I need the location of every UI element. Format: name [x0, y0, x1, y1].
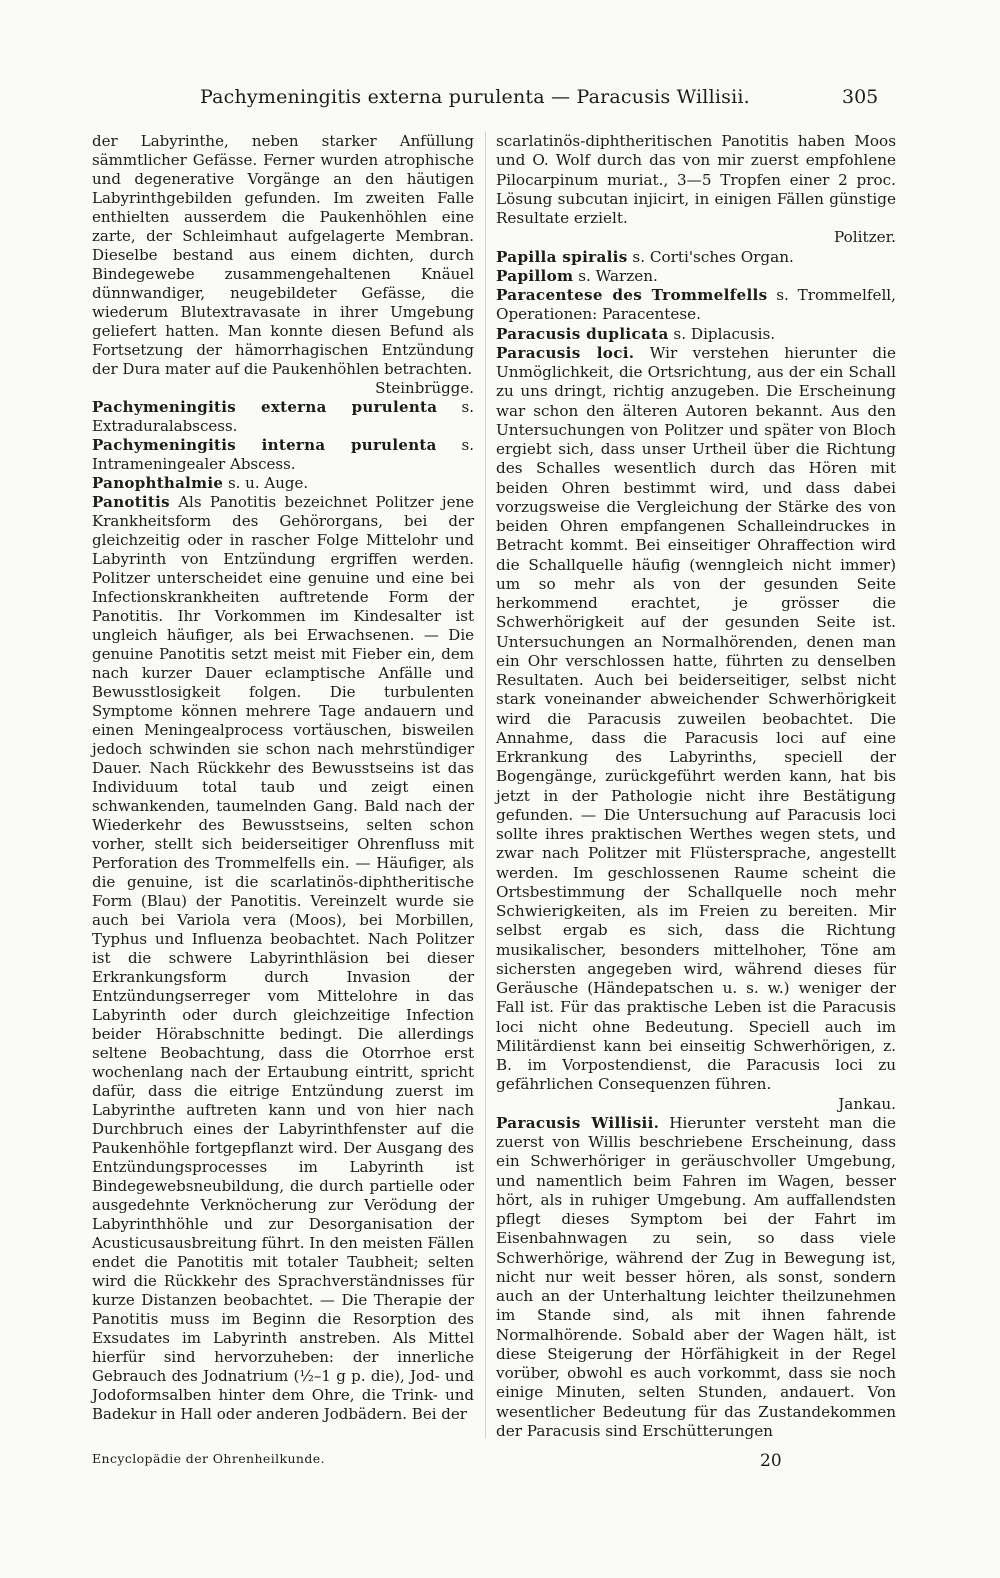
- page-number: 305: [842, 86, 879, 108]
- entry-text: Wir verstehen hierunter die Unmöglichkeit, die Ortsrichtung, aus der ein Schall zu uns dringt, richtig anzugeben. Die Erscheinung war schon den älteren Autoren bekannt. Aus den Untersuchungen von Politzer und später von Bloch ergiebt sich, dass unser Urtheil über die Richtung des Schalles wesentlich durch das Hören mit beiden Ohren bestimmt wird, und dass dabei vorzugsweise die Vergleichung der Stärke des von beiden Ohren empfangenen Schalleindruckes in Betracht kommt. Bei einseitiger Ohraffection wird die Schallquelle häufig (wenngleich nicht immer) um so mehr als von der gesunden Seite herkommend erachtet, je grösser die Schwerhörigkeit auf der gesunden Seite ist. Untersuchungen an Normalhörenden, denen man ein Ohr verschlossen hatte, führten zu denselben Resultaten. Auch bei beiderseitiger, selbst nicht stark voneinander abweichender Schwerhörigkeit wird die Paracusis zuweilen beobachtet. Die Annahme, dass die Paracusis loci auf eine Erkrankung des Labyrinths, speciell der Bogengänge, zurückgeführt werden kann, hat bis jetzt in der Pathologie nicht ihre Bestätigung gefunden. — Die Untersuchung auf Paracusis loci sollte ihres praktischen Werthes wegen stets, und zwar nach Politzer mit Flüstersprache, angestellt werden. Im geschlossenen Raume scheint die Ortsbestimmung der Schallquelle noch mehr Schwierigkeiten, als im Freien zu bereiten. Mir selbst ergab es sich, dass die Richtung musikalischer, besonders mittelhoher, Töne am sichersten angegeben wird, während dieses für Geräusche (Händepatschen u. s. w.) weniger der Fall ist. Für das praktische Leben ist die Paracusis loci nicht ohne Bedeutung. Speciell auch im Militärdienst kann bei einseitig Schwerhörigen, z. B. im Vorpostendienst, die Paracusis loci zu gefährlichen Consequenzen führen.: [496, 343, 896, 1094]
- entry-text: Hierunter versteht man die zuerst von Willis beschriebene Erscheinung, dass ein Schwerhöriger in geräuschvoller Umgebung, und namentlich beim Fahren im Wagen, besser hört, als in ruhiger Umgebung. Am auffallendsten pflegt dieses Symptom bei der Fahrt im Eisenbahnwagen zu sein, so dass viele Schwerhörige, während der Zug in Bewegung ist, nicht nur weit besser hören, als sonst, sondern auch an der Unterhaltung leichter theilzunehmen im Stande sind, als mit ihnen fahrende Normalhörende. Sobald aber der Wagen hält, ist diese Steigerung der Hörfähigkeit in der Regel vorüber, obwohl es auch vorkommt, dass sie noch einige Minuten, selten Stunden, andauert. Von wesentlicher Bedeutung für das Zustandekommen der Paracusis sind Erschütterungen: [496, 1113, 896, 1440]
- entry-headword: Paracusis loci.: [496, 343, 635, 362]
- entry-text: s. u. Auge.: [223, 474, 309, 492]
- author-signature: Jankau.: [838, 1094, 896, 1113]
- entry-papillom: [496, 267, 896, 286]
- entry-headword: Paracusis Willisii.: [496, 1113, 660, 1132]
- right-column: [496, 132, 896, 1441]
- entry-headword: Paracentese des Trommelfells: [496, 286, 768, 304]
- entry-headword: Pachymeningitis interna purulenta: [92, 436, 437, 454]
- entry-headword: Papillom: [496, 266, 574, 285]
- entry-text: s. Diplacusis.: [668, 324, 776, 343]
- footer-publication: Encyclopädie der Ohrenheilkunde.: [92, 1451, 325, 1466]
- entry-paracusis-loci: [496, 344, 896, 1095]
- entry-text: Als Panotitis bezeichnet Politzer jene Krankheitsform des Gehörorgans, bei der gleichzeitig oder in rascher Folge Mittelohr und Labyrinth von Entzündung ergriffen werden. Politzer unterscheidet eine genuine und eine bei Infectionskrankheiten auftretende Form der Panotitis. Ihr Vorkommen im Kindesalter ist ungleich häufiger, als bei Erwachsenen. — Die genuine Panotitis setzt meist mit Fieber ein, dem nach kurzer Dauer eclamptische Anfälle und Bewusstlosigkeit folgen. Die turbulenten Symptome können mehrere Tage andauern und einen Meningealprocess vortäuschen, bisweilen jedoch schwinden sie schon nach mehrstündiger Dauer. Nach Rückkehr des Bewusstseins ist das Individuum total taub und zeigt einen schwankenden, taumelnden Gang. Bald nach der Wiederkehr des Bewusstseins, selten schon vorher, stellt sich beiderseitiger Ohrenfluss mit Perforation des Trommelfells ein. — Häufiger, als die genuine, ist die scarlatinös-diphtheritische Form (Blau) der Panotitis. Vereinzelt wurde sie auch bei Variola vera (Moos), bei Morbillen, Typhus und Influenza beobachtet. Nach Politzer ist die schwere Labyrinthläsion bei dieser Erkrankungsform durch Invasion der Entzündungserreger vom Mittelohre in das Labyrinth oder durch gleichzeitige Infection beider Hörabschnitte bedingt. Die allerdings seltene Beobachtung, dass die Otorrhoe erst wochenlang nach der Ertaubung eintritt, spricht dafür, dass die eitrige Entzündung zuerst im Labyrinthe auftreten kann und von hier nach Durchbruch eines der Labyrinthfenster auf die Paukenhöhle fortgepflanzt wird. Der Ausgang des Entzündungsprocesses im Labyrinth ist Bindegewebsneubildung, die durch partielle oder ausgedehnte Verknöcherung zur Verödung der Labyrinthhöhle und zur Desorganisation der Acusticusausbreitung führt. In den meisten Fällen endet die Panotitis mit totaler Taubheit; selten wird die Rückkehr des Sprachverständnisses für kurze Distanzen beobachtet. — Die Therapie der Panotitis muss im Beginn die Resorption des Exsudates im Labyrinth anstreben. Als Mittel hierfür sind hervorzuheben: der innerliche Gebrauch des Jodnatrium (½–1 g p. die), Jod- und Jodoformsalben hinter dem Ohre, die Trink- und Badekur in Hall oder anderen Jodbädern. Bei der: [92, 493, 474, 1423]
- entry-text: s. Intrameningealer Abscess.: [92, 436, 474, 473]
- author-signature: Steinbrügge.: [375, 379, 474, 397]
- entry-headword: Paracusis duplicata: [496, 324, 669, 343]
- entry-text: s. Extraduralabscess.: [92, 398, 474, 435]
- author-signature: Politzer.: [834, 228, 896, 247]
- entry-paracusis-willisii: [496, 1114, 896, 1441]
- entry-paracentese: [496, 286, 896, 325]
- entry-headword: Panophthalmie: [92, 474, 224, 492]
- column-divider: [485, 132, 486, 1438]
- entry-text: s. Corti'sches Organ.: [627, 247, 794, 266]
- entry-paracusis-duplicata: [496, 325, 896, 344]
- entry-headword: Pachymeningitis externa purulenta: [92, 398, 438, 416]
- entry-pachymeningitis-interna: [92, 436, 474, 474]
- left-column: [92, 132, 474, 1424]
- entry-headword: Panotitis: [92, 493, 170, 511]
- entry-pachymeningitis-externa: [92, 398, 474, 436]
- entry-text: s. Warzen.: [573, 266, 658, 285]
- continuation-paragraph: scarlatinös-diphtheritischen Panotitis haben Moos und O. Wolf durch das von mir zuerst empfohlene Pilocarpinum muriat., 3—5 Tropfen einer 2 proc. Lösung subcutan injicirt, in einigen Fällen günstige Resultate erzielt.: [496, 132, 896, 227]
- continuation-paragraph: der Labyrinthe, neben starker Anfüllung sämmtlicher Gefässe. Ferner wurden atrophische und degenerative Vorgänge an den häutigen Labyrinthgebilden gefunden. Im zweiten Falle enthielten ausserdem die Paukenhöhlen eine zarte, der Schleimhaut aufgelagerte Membran. Dieselbe bestand aus einem dichten, durch Bindegewebe zusammengehaltenen Knäuel dünnwandiger, neugebildeter Gefässe, die wiederum Blutextravasate in ihrer Umgebung geliefert hatten. Man konnte diesen Befund als Fortsetzung der hämorrhagischen Entzündung der Dura mater auf die Paukenhöhlen betrachten.: [92, 132, 474, 378]
- entry-text: s. Trommelfell, Operationen: Paracentese.: [496, 286, 896, 324]
- running-head: Pachymeningitis externa purulenta — Paracusis Willisii.: [200, 86, 750, 108]
- entry-panotitis: [92, 493, 474, 1424]
- entry-panophthalmie: [92, 474, 474, 493]
- entry-papilla-spiralis: [496, 248, 896, 267]
- entry-headword: Papilla spiralis: [496, 247, 628, 266]
- footer-signature-mark: 20: [760, 1451, 782, 1471]
